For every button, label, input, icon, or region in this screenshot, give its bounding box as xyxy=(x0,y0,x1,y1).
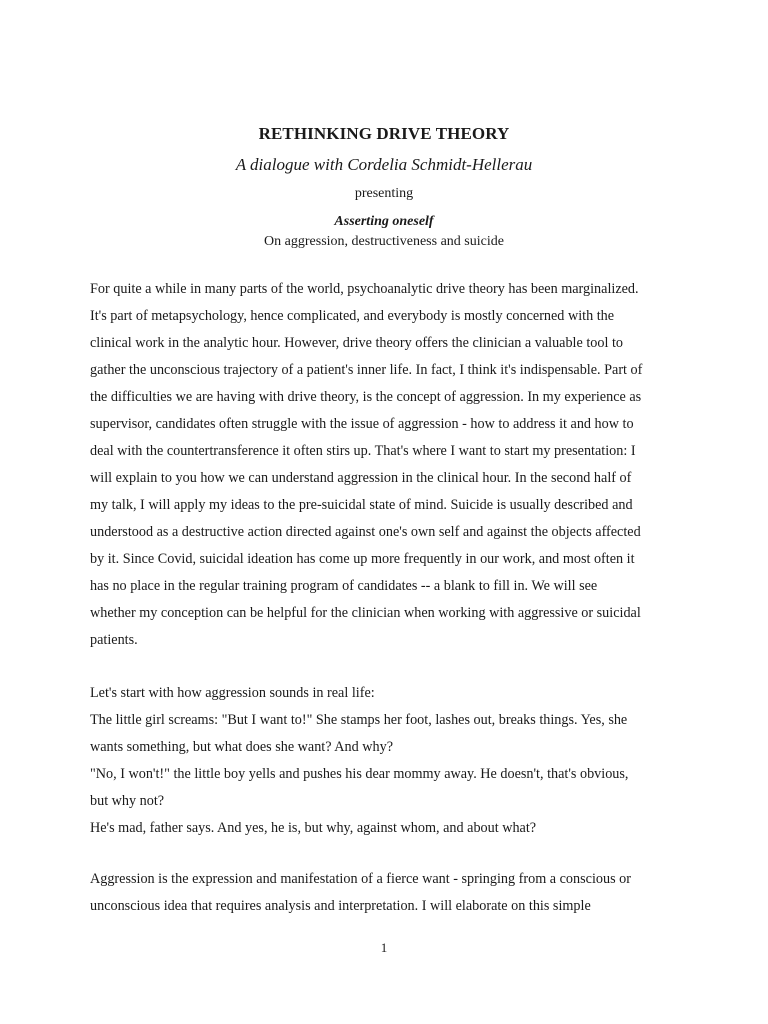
page-number: 1 xyxy=(380,940,388,955)
paragraph-examples xyxy=(90,680,690,842)
text-line: understood as a destructive action directed against one's own self and against the objects affected xyxy=(90,524,641,540)
text-line: Let's start with how aggression sounds in real life: xyxy=(90,685,375,701)
talk-subtitle: On aggression, destructiveness and suicide xyxy=(264,234,504,249)
text-line: For quite a while in many parts of the world, psychoanalytic drive theory has been marginalized. xyxy=(90,281,639,297)
text-line: wants something, but what does she want? And why? xyxy=(90,739,394,755)
text-line: Aggression is the expression and manifestation of a fierce want - springing from a conscious or xyxy=(90,871,631,887)
text-line: It's part of metapsychology, hence complicated, and everybody is mostly concerned with the xyxy=(90,308,615,324)
talk-title: Asserting oneself xyxy=(334,214,434,229)
text-line: gather the unconscious trajectory of a patient's inner life. In fact, I think it's indispensable. Part of xyxy=(90,362,643,378)
text-line: deal with the countertransference it often stirs up. That's where I want to start my presentation: I xyxy=(90,443,636,459)
text-line: the difficulties we are having with drive theory, is the concept of aggression. In my experience as xyxy=(90,389,642,405)
text-line: unconscious idea that requires analysis and interpretation. I will elaborate on this simple xyxy=(90,898,591,914)
text-line: my talk, I will apply my ideas to the pre-suicidal state of mind. Suicide is usually described and xyxy=(90,497,633,513)
paragraph-introduction xyxy=(90,276,690,654)
document-subtitle: A dialogue with Cordelia Schmidt-Hellerau xyxy=(235,155,533,174)
text-line: patients. xyxy=(90,632,138,648)
text-line: but why not? xyxy=(90,793,165,809)
text-line: "No, I won't!" the little boy yells and pushes his dear mommy away. He doesn't, that's obvious, xyxy=(90,766,629,782)
text-line: by it. Since Covid, suicidal ideation has come up more frequently in our work, and most often it xyxy=(90,551,635,567)
text-line: clinical work in the analytic hour. However, drive theory offers the clinician a valuable tool to xyxy=(90,335,623,351)
document-title: RETHINKING DRIVE THEORY xyxy=(258,124,510,143)
text-line: will explain to you how we can understand aggression in the clinical hour. In the second half of xyxy=(90,470,632,486)
text-line: He's mad, father says. And yes, he is, but why, against whom, and about what? xyxy=(90,820,537,836)
text-line: supervisor, candidates often struggle with the issue of aggression - how to address it and how to xyxy=(90,416,634,432)
text-line: has no place in the regular training program of candidates -- a blank to fill in. We will see xyxy=(90,578,598,594)
paragraph-definition xyxy=(90,866,690,920)
presenting-label: presenting xyxy=(354,186,414,201)
text-line: whether my conception can be helpful for the clinician when working with aggressive or suicidal xyxy=(90,605,641,621)
text-line: The little girl screams: "But I want to!" She stamps her foot, lashes out, breaks things. Yes, she xyxy=(90,712,628,728)
